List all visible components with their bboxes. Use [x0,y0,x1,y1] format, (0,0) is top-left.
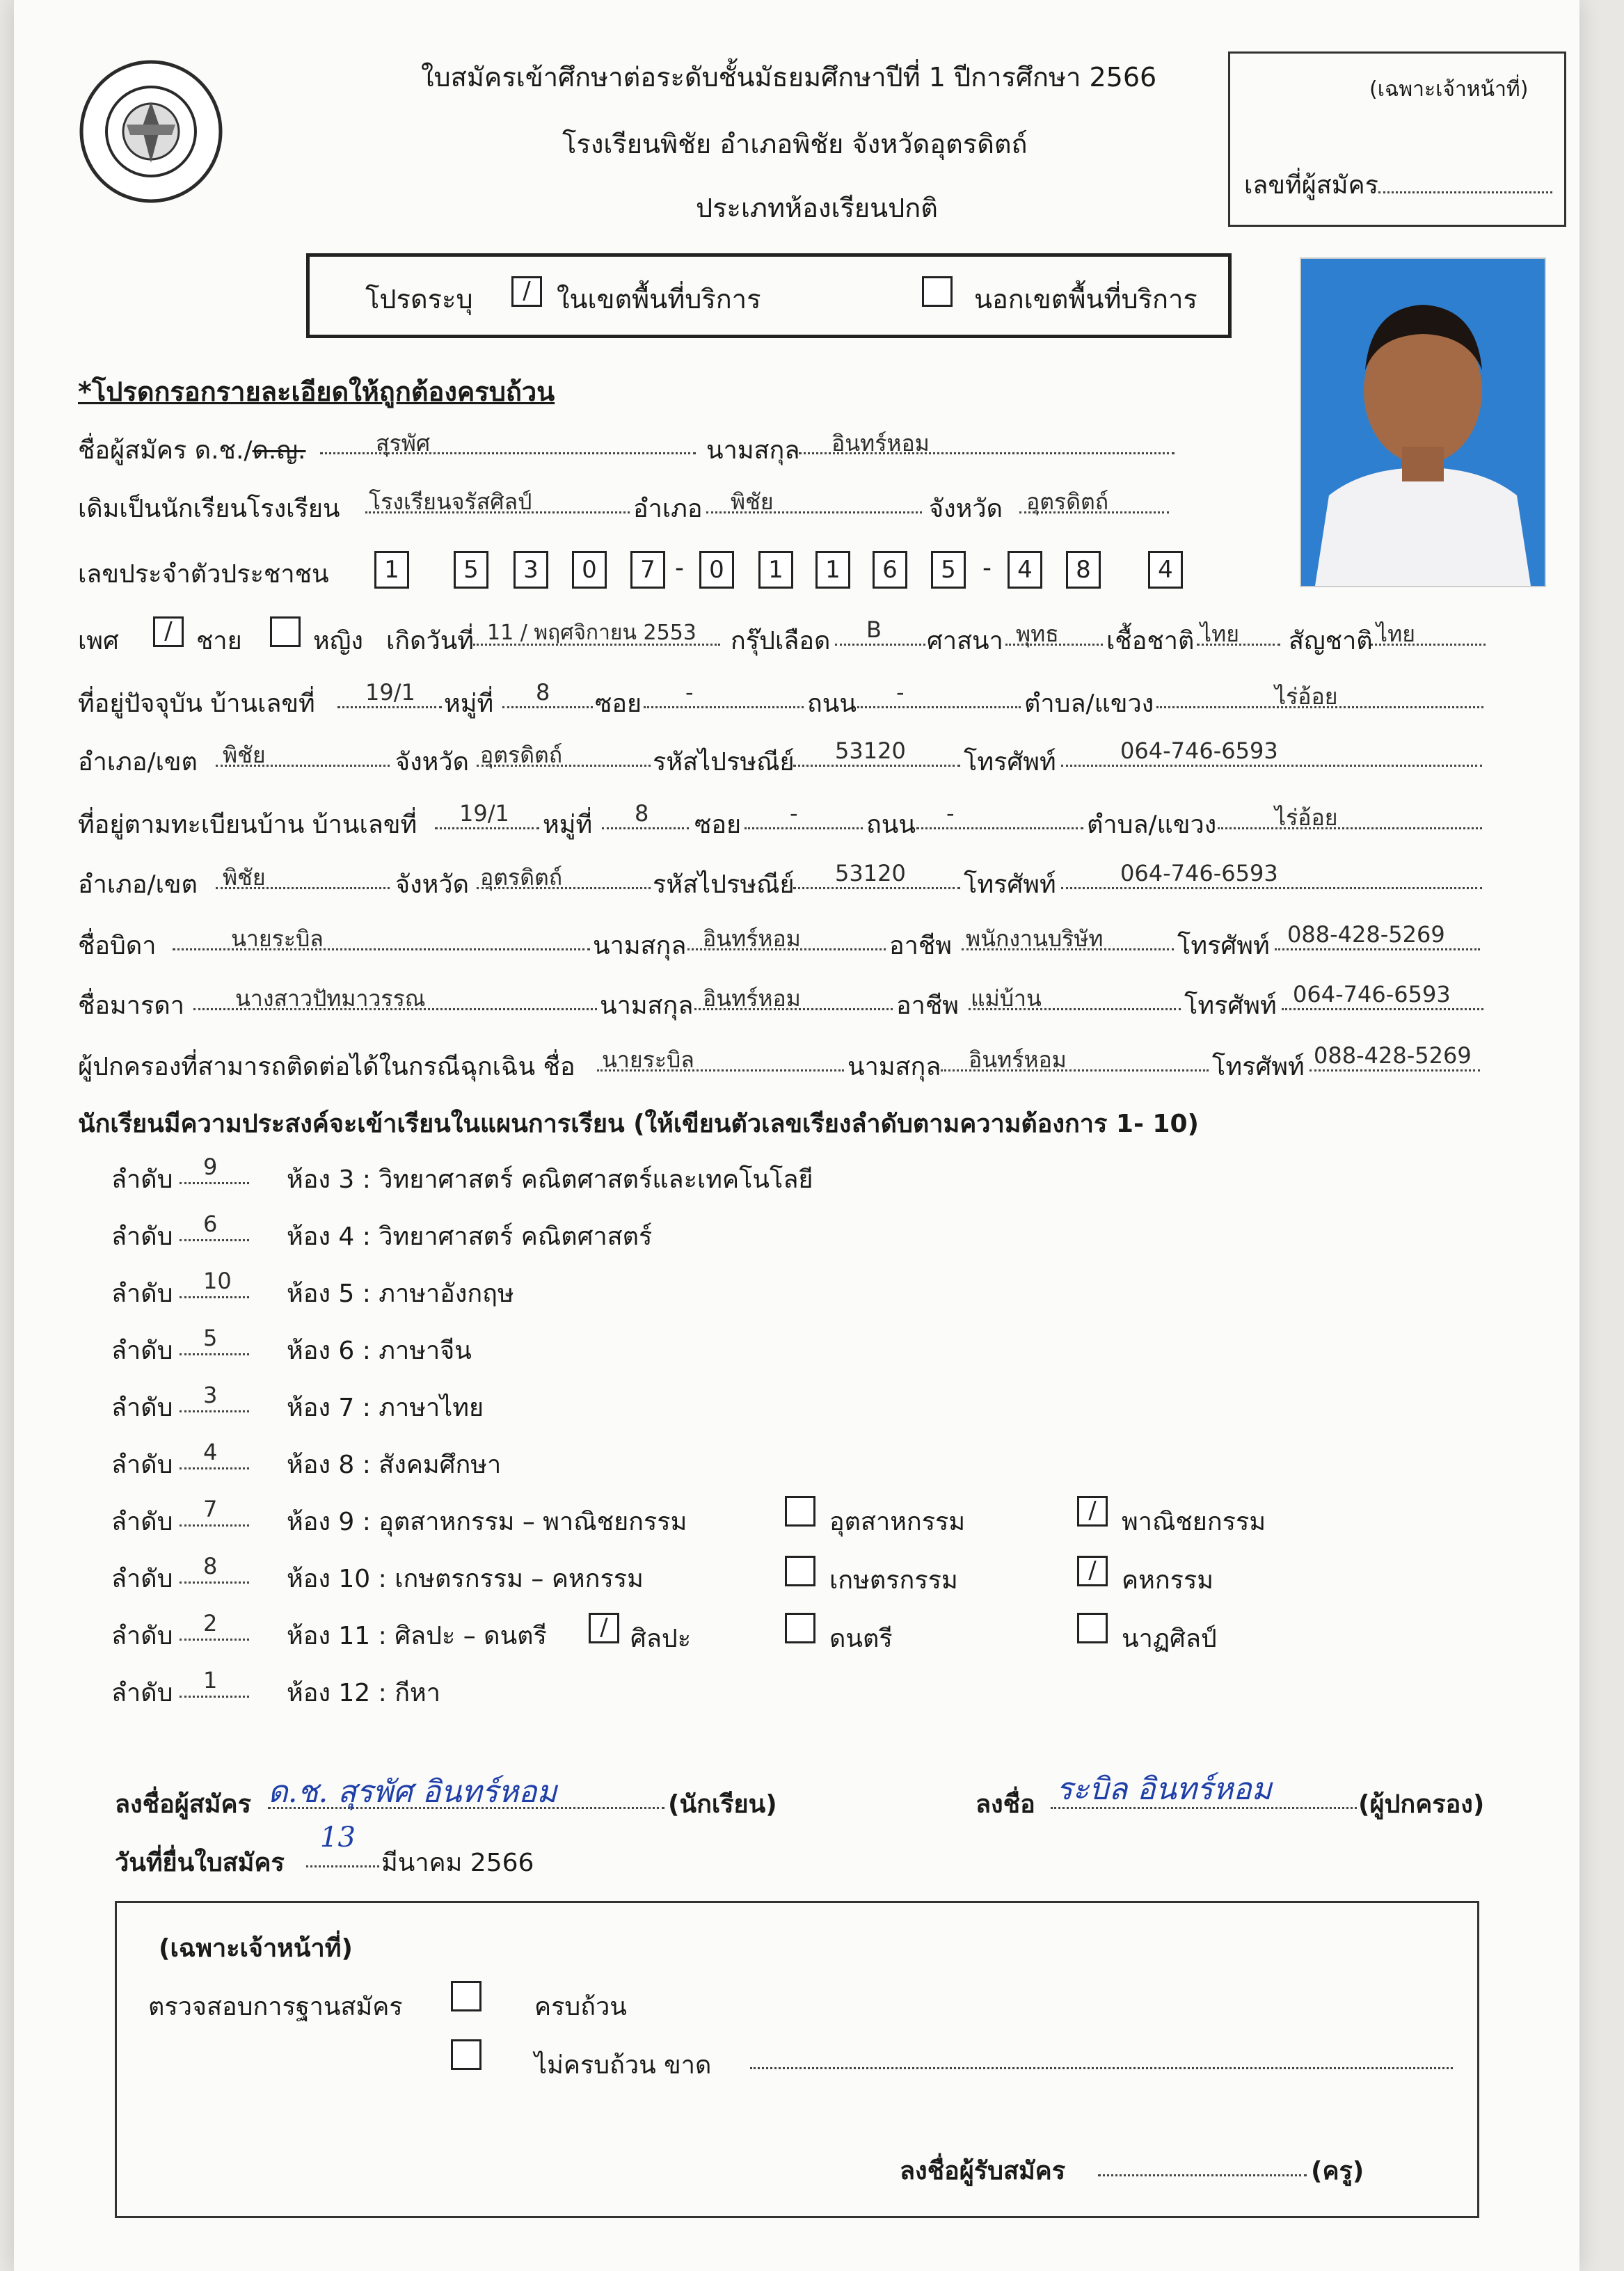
id-digit[interactable]: 1 [758,551,793,589]
dob-label: เกิดวันที่ [386,627,475,655]
room-order-label: ลำดับ [111,1280,173,1308]
art-checkbox[interactable]: / [589,1613,619,1643]
room-order-label: ลำดับ [111,1394,173,1422]
prev-school-value[interactable]: โรงเรียนจรัสศิลป์ [369,488,532,515]
id-digit[interactable]: 1 [374,551,409,589]
room-name: ห้อง 3 : วิทยาศาสตร์ คณิตศาสตร์และเทคโนโลยี [287,1165,813,1194]
room-order-value[interactable]: 3 [203,1382,218,1408]
complete-checkbox[interactable] [451,1981,481,2011]
school-line: โรงเรียนพิชัย อำเภอพิชัย จังหวัดอุตรดิตถ์ [562,129,1028,159]
nationality-value[interactable]: ไทย [1376,621,1415,647]
id-label: เลขประจำตัวประชาชน [78,560,329,589]
id-digit[interactable]: 1 [815,551,850,589]
room-order-value[interactable]: 6 [203,1211,218,1237]
agriculture-label: เกษตรกรรม [829,1566,958,1595]
blood-label: กรุ๊ปเลือด [731,627,831,655]
surname-label: นามสกุล [706,436,800,465]
prev-school-label: เดิมเป็นนักเรียนโรงเรียน [78,495,340,523]
mother-phone-label: โทรศัพท์ [1184,991,1277,1020]
reg-district-value[interactable]: พิชัย [223,864,266,891]
first-name-value[interactable]: สุรพัศ [376,430,431,456]
father-job-label: อาชีพ [889,932,952,960]
room-order-label: ลำดับ [111,1337,173,1365]
dob-value[interactable]: 11 / พฤศจิกายน 2553 [487,621,696,645]
reg-moo-label: หมู่ที่ [543,811,593,839]
applicant-name-row [78,430,306,470]
guardian-name-value[interactable]: นายระบิล [602,1046,694,1073]
applicant-no-field[interactable] [1378,170,1552,193]
father-job-value[interactable]: พนักงานบริษัท [966,925,1104,952]
incomplete-label: ไม่ครบถ้วน ขาด [534,2051,712,2080]
reg-postcode-value[interactable]: 53120 [835,860,906,886]
cur-district-value[interactable]: พิชัย [223,742,266,768]
cur-subdistrict-value[interactable]: ไร่อ้อย [1275,683,1338,710]
staff-title: (เฉพาะเจ้าหน้าที่) [159,1934,353,1963]
date-label: วันที่ยื่นใบสมัคร [115,1849,285,1877]
cur-soi-line [644,685,804,708]
race-value[interactable]: ไทย [1200,621,1239,647]
music-checkbox[interactable] [785,1613,815,1643]
reg-phone-label: โทรศัพท์ [964,870,1056,899]
preference-heading: นักเรียนมีความประสงค์จะเข้าเรียนในแผนการเรียน (ให้เขียนตัวเลขเรียงลำดับตามความต้องการ 1- 10) [78,1110,1199,1138]
surname-value[interactable]: อินทร์หอม [831,430,930,456]
reg-soi-label: ซอย [694,811,742,839]
reg-phone-value[interactable]: 064-746-6593 [1120,860,1278,886]
commerce-checkbox[interactable]: / [1077,1496,1108,1527]
father-surname-label: นามสกุล [593,932,687,960]
room-name: ห้อง 9 : อุตสาหกรรม – พาณิชยกรรม [287,1508,687,1536]
mother-surname-label: นามสกุล [600,991,694,1020]
form-title: ใบสมัครเข้าศึกษาต่อระดับชั้นมัธยมศึกษาปีที่ 1 ปีการศึกษา 2566 [421,62,1157,93]
room-order-value[interactable]: 4 [203,1439,218,1465]
name-label: ชื่อผู้สมัคร ด.ช./ [78,436,253,465]
guardian-phone-label: โทรศัพท์ [1212,1053,1305,1081]
staff-box-top [1228,51,1566,227]
date-rest: มีนาคม 2566 [381,1849,534,1877]
reg-soi-line [745,806,863,829]
guardian-surname-value[interactable]: อินทร์หอม [969,1046,1067,1073]
father-label: ชื่อบิดา [78,932,157,960]
art-label: ศิลปะ [630,1625,692,1653]
cur-postcode-value[interactable]: 53120 [835,738,906,764]
cur-road-line [857,685,1021,708]
applicant-signature[interactable]: ด.ช. สุรพัศ อินทร์หอม [268,1774,557,1810]
id-dash: - [982,554,992,582]
date-day[interactable]: 13 [320,1822,356,1854]
religion-value[interactable]: พุทธ [1016,621,1059,647]
guardian-role: (ผู้ปกครอง) [1358,1790,1485,1819]
cur-moo-value[interactable]: 8 [536,679,550,706]
cur-house-label: ที่อยู่ปัจจุบัน บ้านเลขที่ [78,690,315,718]
prev-province-value[interactable]: อุตรดิตถ์ [1026,488,1109,515]
blood-value[interactable]: B [866,616,882,643]
incomplete-reason-line[interactable] [750,2046,1453,2069]
prev-district-label: อำเภอ [633,495,703,523]
room-name: ห้อง 11 : ศิลปะ – ดนตรี [287,1622,547,1650]
id-digit[interactable]: 7 [630,551,665,589]
id-digit[interactable]: 3 [514,551,548,589]
cur-postcode-label: รหัสไปรษณีย์ [653,748,795,776]
reg-road-value[interactable]: - [946,800,955,827]
mother-job-label: อาชีพ [896,991,959,1020]
home-economics-label: คหกรรม [1122,1566,1214,1595]
guardian-sign-label: ลงชื่อ [976,1790,1035,1819]
area-box [306,253,1232,338]
applicant-sign-label: ลงชื่อผู้สมัคร [115,1790,251,1819]
reg-district-label: อำเภอ/เขต [78,870,198,899]
reg-province-value[interactable]: อุตรดิตถ์ [480,864,563,891]
guardian-signature[interactable]: ระบิล อินทร์หอม [1056,1771,1272,1807]
staff-check-label: ตรวจสอบการฐานสมัคร [148,1993,403,2021]
room-name: ห้อง 8 : สังคมศึกษา [287,1451,502,1479]
incomplete-checkbox[interactable] [451,2039,481,2070]
nationality-label: สัญชาติ [1289,627,1373,655]
guardian-label: ผู้ปกครองที่สามารถติดต่อได้ในกรณีฉุกเฉิน ชื่อ [78,1053,575,1081]
guardian-surname-label: นามสกุล [847,1053,941,1081]
female-checkbox[interactable] [270,616,301,647]
cur-phone-value[interactable]: 064-746-6593 [1120,738,1278,764]
male-label: ชาย [196,627,242,655]
cur-subdistrict-label: ตำบล/แขวง [1024,690,1154,718]
mother-surname-value[interactable]: อินทร์หอม [703,985,801,1012]
industry-label: อุตสาหกรรม [829,1508,966,1536]
id-digit[interactable]: 0 [699,551,734,589]
agriculture-checkbox[interactable] [785,1556,815,1586]
cur-province-value[interactable]: อุตรดิตถ์ [480,742,563,768]
room-name: ห้อง 6 : ภาษาจีน [287,1337,472,1365]
complete-label: ครบถ้วน [534,1993,627,2021]
in-area-checkbox[interactable]: / [511,276,542,307]
out-area-checkbox[interactable] [922,276,953,307]
class-type: ประเภทห้องเรียนปกติ [696,193,938,223]
id-digit[interactable]: 4 [1148,551,1183,589]
cur-soi-label: ซอย [595,690,642,718]
receiver-sign-line[interactable] [1098,2153,1307,2176]
id-digit[interactable]: 8 [1066,551,1101,589]
reg-postcode-label: รหัสไปรษณีย์ [653,870,795,899]
room-order-label: ลำดับ [111,1222,173,1251]
prev-district-value[interactable]: พิชัย [731,488,774,515]
id-dash: - [675,554,684,582]
id-digit[interactable]: 6 [873,551,907,589]
room-order-value[interactable]: 5 [203,1325,218,1351]
room-name: ห้อง 12 : กีหา [287,1679,440,1707]
room-order-value[interactable]: 1 [203,1667,218,1694]
staff-box-title: (เฉพาะเจ้าหน้าที่) [1369,77,1529,102]
reg-house-value[interactable]: 19/1 [459,800,509,827]
father-name-value[interactable]: นายระบิล [231,925,324,952]
mother-phone-value[interactable]: 064-746-6593 [1293,981,1451,1007]
instruction-text: *โปรดกรอกรายละเอียดให้ถูกต้องครบถ้วน [78,376,555,407]
applicant-photo [1300,257,1546,587]
father-phone-value[interactable]: 088-428-5269 [1287,921,1445,948]
reg-subdistrict-label: ตำบล/แขวง [1087,811,1217,839]
mother-job-value[interactable]: แม่บ้าน [971,985,1042,1012]
room-order-label: ลำดับ [111,1451,173,1479]
room-order-label: ลำดับ [111,1508,173,1536]
room-order-label: ลำดับ [111,1165,173,1194]
receiver-role: (ครู) [1311,2157,1364,2185]
room-name: ห้อง 10 : เกษตรกรรม – คหกรรม [287,1565,644,1593]
dance-checkbox[interactable] [1077,1613,1108,1643]
religion-label: ศาสนา [927,627,1003,655]
gender-label: เพศ [78,627,119,655]
receiver-label: ลงชื่อผู้รับสมัคร [900,2157,1066,2185]
application-form-paper [14,0,1579,2271]
out-area-label: นอกเขตพื้นที่บริการ [974,284,1197,314]
id-digit[interactable]: 5 [454,551,488,589]
commerce-label: พาณิชยกรรม [1122,1508,1266,1536]
reg-road-line [916,806,1083,829]
room-order-label: ลำดับ [111,1565,173,1593]
student-portrait-icon [1301,259,1545,586]
cur-road-value[interactable]: - [896,679,905,706]
name-label-strike: ด.ญ. [252,436,306,465]
mother-label: ชื่อมารดา [78,991,184,1020]
room-order-label: ลำดับ [111,1622,173,1650]
room-name: ห้อง 5 : ภาษาอังกฤษ [287,1280,514,1308]
mother-name-value[interactable]: นางสาวปัทมาวรรณ [235,985,426,1012]
cur-house-value[interactable]: 19/1 [365,679,415,706]
reg-province-label: จังหวัด [395,870,469,899]
female-label: หญิง [313,627,363,655]
applicant-role: (นักเรียน) [668,1790,777,1819]
room-order-value[interactable]: 8 [203,1553,218,1579]
room-order-value[interactable]: 2 [203,1610,218,1636]
room-order-value[interactable]: 9 [203,1154,218,1180]
area-label: โปรดระบุ [365,284,473,314]
id-digit[interactable]: 5 [931,551,966,589]
father-phone-label: โทรศัพท์ [1177,932,1270,960]
home-economics-checkbox[interactable]: / [1077,1556,1108,1586]
id-digit[interactable]: 4 [1008,551,1042,589]
cur-soi-value[interactable]: - [685,679,694,706]
id-digit[interactable]: 0 [572,551,607,589]
music-label: ดนตรี [829,1625,893,1653]
applicant-no-label: เลขที่ผู้สมัคร [1244,171,1378,200]
room-order-value[interactable]: 10 [203,1268,232,1294]
in-area-label: ในเขตพื้นที่บริการ [557,284,761,314]
industry-checkbox[interactable] [785,1496,815,1527]
prev-province-label: จังหวัด [929,495,1003,523]
cur-province-label: จังหวัด [395,748,469,776]
school-logo [78,58,224,205]
cur-moo-label: หมู่ที่ [444,690,494,718]
cur-district-label: อำเภอ/เขต [78,748,198,776]
cur-road-label: ถนน [807,690,857,718]
staff-box-bottom [115,1901,1479,2218]
father-surname-value[interactable]: อินทร์หอม [703,925,801,952]
reg-subdistrict-value[interactable]: ไร่อ้อย [1275,804,1338,831]
room-name: ห้อง 7 : ภาษาไทย [287,1394,484,1422]
dance-label: นาฏศิลป์ [1122,1625,1217,1653]
room-order-value[interactable]: 7 [203,1496,218,1522]
reg-soi-value[interactable]: - [790,800,798,827]
reg-house-label: ที่อยู่ตามทะเบียนบ้าน บ้านเลขที่ [78,811,417,839]
room-order-label: ลำดับ [111,1679,173,1707]
room-name: ห้อง 4 : วิทยาศาสตร์ คณิตศาสตร์ [287,1222,653,1251]
reg-subdistrict-line [1218,806,1482,829]
male-checkbox[interactable]: / [153,616,184,647]
reg-road-label: ถนน [866,811,916,839]
reg-moo-value[interactable]: 8 [635,800,649,827]
race-label: เชื้อชาติ [1106,627,1195,655]
cur-phone-label: โทรศัพท์ [964,748,1056,776]
guardian-phone-value[interactable]: 088-428-5269 [1314,1042,1472,1069]
